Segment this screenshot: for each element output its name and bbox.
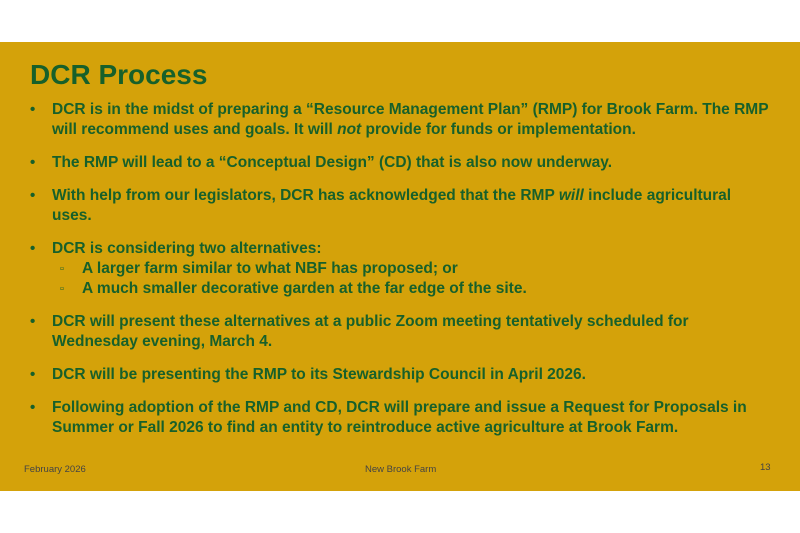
sub-bullet-item [52,259,775,279]
sub-bullet-marker: ▫ [60,283,64,295]
bullet-item [30,312,775,352]
bullet-emphasis: not [337,121,362,138]
bullet-item [30,153,775,173]
sub-bullet-marker: ▫ [60,263,64,275]
bullet-emphasis: will [558,187,584,204]
slide [0,42,800,491]
bullet-text: With help from our legislators, DCR has acknowledged that the RMP [52,187,559,204]
bullet-text: DCR will present these alternatives at a public Zoom meeting tentatively scheduled for Wednesday evening, March 4. [52,313,689,350]
bullet-marker: • [30,313,36,330]
footer-date: February 2026 [24,464,86,475]
bullet-text: DCR will be presenting the RMP to its Stewardship Council in April 2026. [52,366,586,383]
page-number: 13 [760,462,771,473]
bullet-marker: • [30,154,36,171]
bullet-item [30,398,775,438]
footer-title: New Brook Farm [365,464,437,475]
bullet-text: Following adoption of the RMP and CD, DCR will prepare and issue a Request for Proposals in Summer or Fall 2026 to find an entity to reintroduce active agriculture at Brook Farm. [52,399,747,436]
bullet-item [30,365,775,385]
sub-bullet-item [52,279,775,299]
bullet-text: include agricultural uses. [52,187,732,224]
sub-bullet-text: A much smaller decorative garden at the far edge of the site. [82,280,527,297]
sub-bullet-text: A larger farm similar to what NBF has proposed; or [82,260,458,277]
slide-title: DCR Process [30,59,208,90]
bullet-text: DCR is in the midst of preparing a “Resource Management Plan” (RMP) for Brook Farm. The RMP will recommend uses and goals. It will [52,101,769,138]
sub-bullet-list [52,259,775,299]
bullet-marker: • [30,399,36,416]
bullet-marker: • [30,187,36,204]
bullet-text: provide for funds or implementation. [361,121,636,138]
bullet-item [30,239,775,299]
bullet-text: DCR is considering two alternatives: [52,240,322,257]
bullet-item [30,100,775,140]
bullet-marker: • [30,366,36,383]
bullet-text: The RMP will lead to a “Conceptual Design” (CD) that is also now underway. [52,154,613,171]
bullet-item [30,186,775,226]
bullet-list [30,100,775,451]
bullet-marker: • [30,101,36,118]
bullet-marker: • [30,240,36,257]
